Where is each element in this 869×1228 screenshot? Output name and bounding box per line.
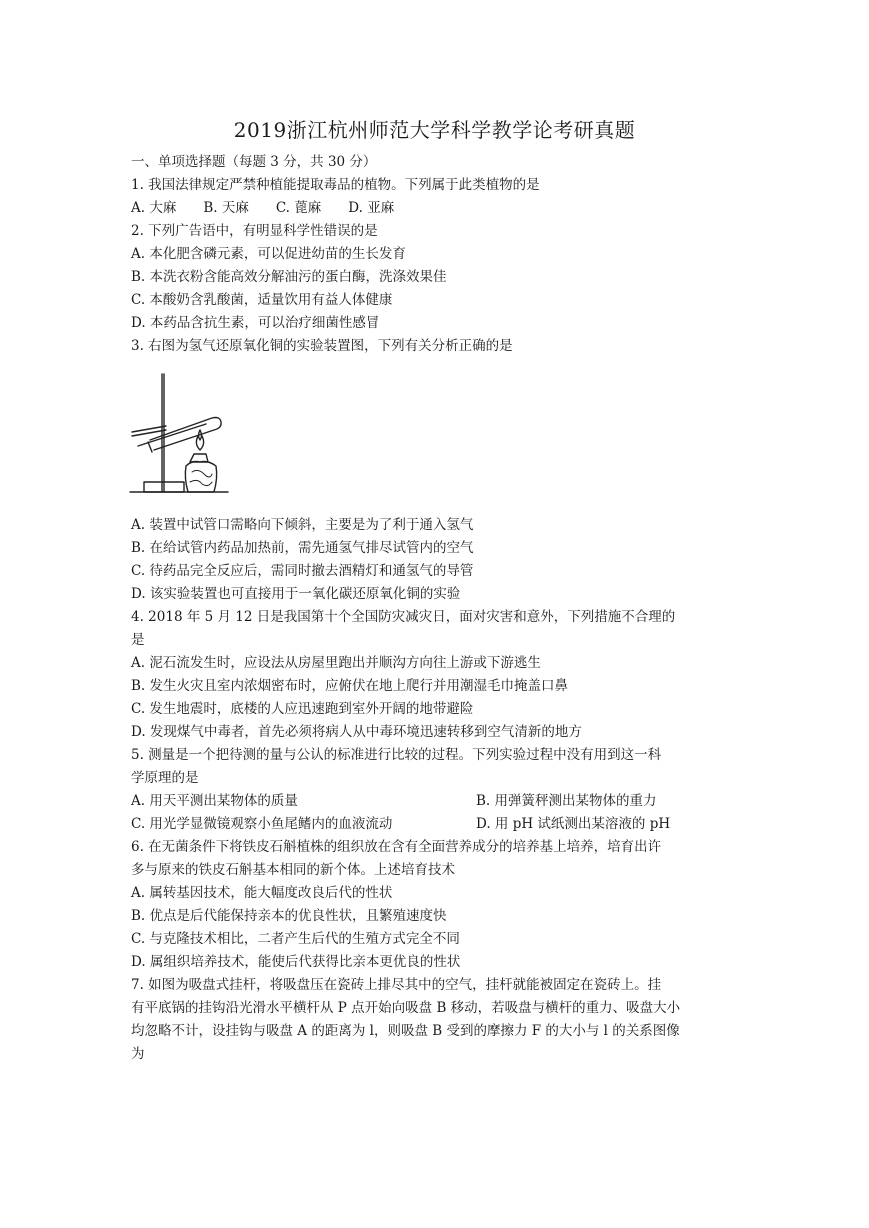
section-heading: 一、单项选择题（每题 3 分，共 30 分） — [131, 154, 377, 170]
hydrogen-reduction-apparatus-figure — [128, 370, 230, 498]
question-6-option-b: B. 优点是后代能保持亲本的优良性状，且繁殖速度快 — [131, 908, 447, 924]
question-6-option-a: A. 属转基因技术，能大幅度改良后代的性状 — [131, 885, 393, 901]
question-1-stem: 1. 我国法律规定严禁种植能提取毒品的植物。下列属于此类植物的是 — [131, 177, 540, 193]
question-3-option-a: A. 装置中试管口需略向下倾斜，主要是为了利于通入氢气 — [131, 517, 474, 533]
question-1-options: A. 大麻 B. 天麻 C. 蓖麻 D. 亚麻 — [131, 200, 395, 216]
question-3-option-b: B. 在给试管内药品加热前，需先通氢气排尽试管内的空气 — [131, 540, 474, 556]
question-3-option-c: C. 待药品完全反应后，需同时撤去酒精灯和通氢气的导管 — [131, 563, 474, 579]
question-5-option-b: B. 用弹簧秤测出某物体的重力 — [476, 793, 657, 809]
question-5-stem-line1: 5. 测量是一个把待测的量与公认的标准进行比较的过程。下列实验过程中没有用到这一科 — [131, 747, 662, 763]
question-7-stem-line2: 有平底锅的挂钩沿光滑水平横杆从 P 点开始向吸盘 B 移动，若吸盘与横杆的重力、吸盘大小 — [131, 1000, 681, 1016]
question-2-option-a: A. 本化肥含磷元素，可以促进幼苗的生长发育 — [131, 246, 406, 262]
question-4-stem-line2: 是 — [131, 632, 145, 648]
question-6-stem-line1: 6. 在无菌条件下将铁皮石斛植株的组织放在含有全面营养成分的培养基上培养，培育出许 — [131, 839, 662, 855]
question-3-option-d: D. 该实验装置也可直接用于一氧化碳还原氧化铜的实验 — [131, 586, 461, 602]
question-6-stem-line2: 多与原来的铁皮石斛基本相同的新个体。上述培育技术 — [131, 862, 455, 878]
question-5-option-a: A. 用天平测出某物体的质量 — [131, 793, 298, 809]
question-4-option-b: B. 发生火灾且室内浓烟密布时，应俯伏在地上爬行并用潮湿毛巾掩盖口鼻 — [131, 678, 569, 694]
question-7-stem-line1: 7. 如图为吸盘式挂杆，将吸盘压在瓷砖上排尽其中的空气，挂杆就能被固定在瓷砖上。挂 — [131, 977, 662, 993]
question-2-option-b: B. 本洗衣粉含能高效分解油污的蛋白酶，洗涤效果佳 — [131, 269, 447, 285]
question-5-option-d: D. 用 pH 试纸测出某溶液的 pH — [476, 816, 671, 832]
question-2-option-c: C. 本酸奶含乳酸菌，适量饮用有益人体健康 — [131, 292, 393, 308]
question-4-option-d: D. 发现煤气中毒者，首先必须将病人从中毒环境迅速转移到空气清新的地方 — [131, 724, 582, 740]
question-6-option-c: C. 与克隆技术相比，二者产生后代的生殖方式完全不同 — [131, 931, 460, 947]
question-4-option-c: C. 发生地震时，底楼的人应迅速跑到室外开阔的地带避险 — [131, 701, 474, 717]
question-2-stem: 2. 下列广告语中，有明显科学性错误的是 — [131, 223, 378, 239]
page-title: 2019浙江杭州师范大学科学教学论考研真题 — [233, 118, 636, 142]
question-3-stem: 3. 右图为氢气还原氧化铜的实验装置图，下列有关分析正确的是 — [131, 338, 513, 354]
question-6-option-d: D. 属组织培养技术，能使后代获得比亲本更优良的性状 — [131, 954, 461, 970]
question-5-stem-line2: 学原理的是 — [131, 770, 199, 786]
question-5-option-c: C. 用光学显微镜观察小鱼尾鳍内的血液流动 — [131, 816, 393, 832]
question-7-stem-line4: 为 — [131, 1046, 145, 1062]
question-2-option-d: D. 本药品含抗生素，可以治疗细菌性感冒 — [131, 315, 380, 331]
question-7-stem-line3: 均忽略不计，设挂钩与吸盘 A 的距离为 l，则吸盘 B 受到的摩擦力 F 的大小与 l 的关系图像 — [131, 1023, 680, 1039]
question-4-stem-line1: 4. 2018 年 5 月 12 日是我国第十个全国防灾减灾日，面对灾害和意外，下列措施不合理的 — [131, 609, 676, 625]
question-4-option-a: A. 泥石流发生时，应设法从房屋里跑出并顺沟方向往上游或下游逃生 — [131, 655, 541, 671]
